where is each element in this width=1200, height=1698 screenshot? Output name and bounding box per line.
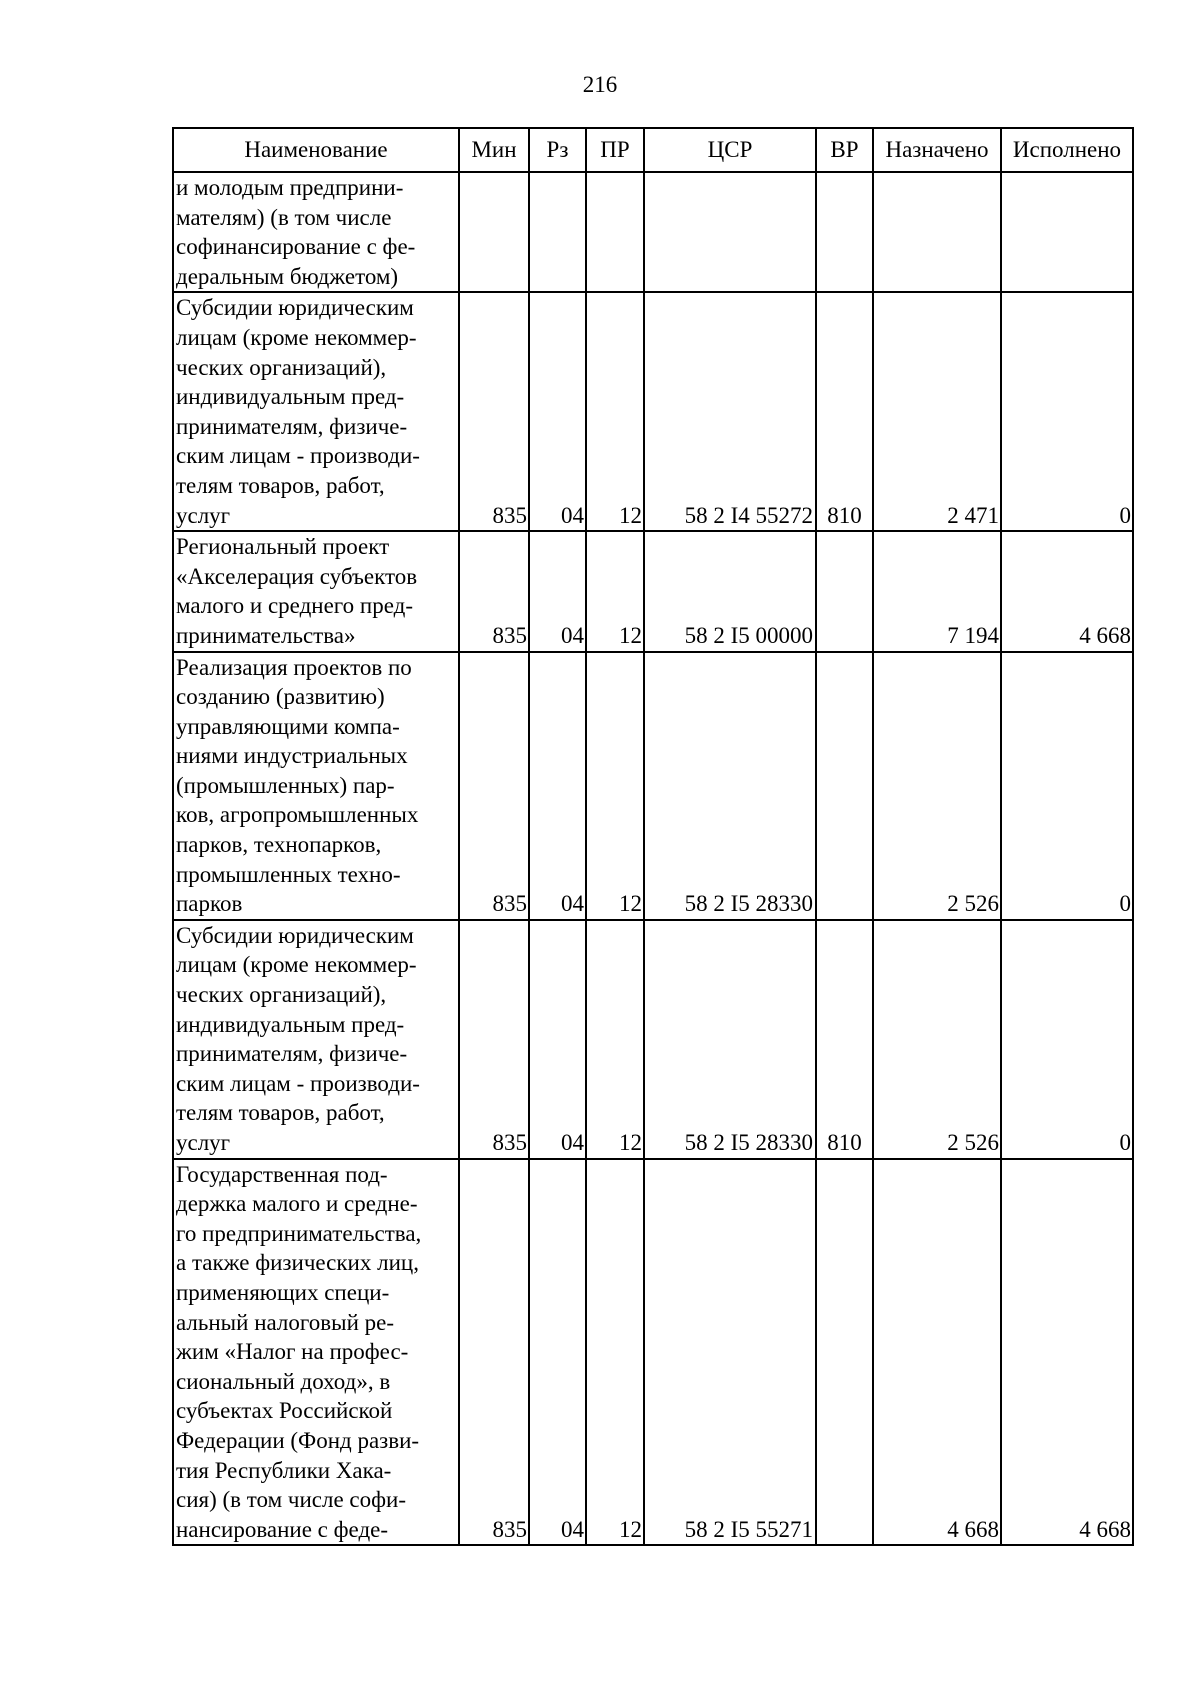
cell-name-line: жим «Налог на профес- bbox=[176, 1339, 409, 1365]
table-row bbox=[173, 652, 1133, 920]
cell-name-line: ским лицам - производи- bbox=[176, 443, 420, 469]
cell-executed: 4 668 bbox=[1001, 531, 1133, 651]
cell-csr: 58 2 I5 00000 bbox=[644, 531, 816, 651]
cell-min: 835 bbox=[459, 531, 529, 651]
cell-vr bbox=[816, 531, 873, 651]
table-row bbox=[173, 531, 1133, 651]
cell-name-line: ским лицам - производи- bbox=[176, 1070, 420, 1096]
table-body bbox=[173, 172, 1133, 1545]
cell-name-line: услуг bbox=[176, 1130, 231, 1155]
cell-name bbox=[173, 1159, 459, 1546]
cell-pr: 12 bbox=[586, 920, 644, 1159]
cell-executed: 0 bbox=[1001, 292, 1133, 531]
header-csr: ЦСР bbox=[644, 128, 816, 172]
budget-table bbox=[172, 127, 1134, 1546]
cell-assigned bbox=[873, 172, 1001, 292]
cell-name-line: тия Республики Хака- bbox=[176, 1457, 392, 1483]
cell-rz: 04 bbox=[529, 920, 586, 1159]
cell-name-line: ниями индустриальных bbox=[176, 743, 408, 769]
header-pr: ПР bbox=[586, 128, 644, 172]
cell-name-line: принимательства» bbox=[176, 622, 356, 648]
cell-name-line: Субсидии юридическим bbox=[176, 295, 414, 321]
cell-csr: 58 2 I5 28330 bbox=[644, 652, 816, 920]
cell-name-line: ческих организаций), bbox=[176, 354, 387, 380]
cell-rz: 04 bbox=[529, 1159, 586, 1546]
cell-pr: 12 bbox=[586, 1159, 644, 1546]
cell-name-line: принимателям, физиче- bbox=[176, 1041, 408, 1067]
cell-min: 835 bbox=[459, 1159, 529, 1546]
page-number: 216 bbox=[582, 72, 618, 97]
cell-csr: 58 2 I5 55271 bbox=[644, 1159, 816, 1546]
cell-executed: 0 bbox=[1001, 920, 1133, 1159]
cell-csr: 58 2 I5 28330 bbox=[644, 920, 816, 1159]
cell-name bbox=[173, 172, 459, 292]
header-vr: ВР bbox=[816, 128, 873, 172]
cell-name-line: индивидуальным пред- bbox=[176, 384, 405, 410]
cell-name-line: телям товаров, работ, bbox=[176, 1100, 385, 1126]
cell-name-line: управляющими компа- bbox=[176, 713, 400, 739]
cell-vr bbox=[816, 652, 873, 920]
cell-rz bbox=[529, 172, 586, 292]
cell-name-line: нансирование с феде- bbox=[176, 1516, 389, 1542]
cell-name-line: и молодым предприни- bbox=[176, 175, 404, 200]
cell-executed: 4 668 bbox=[1001, 1159, 1133, 1546]
header-name: Наименование bbox=[173, 128, 459, 172]
cell-name-line: ческих организаций), bbox=[176, 982, 387, 1008]
cell-min: 835 bbox=[459, 920, 529, 1159]
cell-name-line: субъектах Российской bbox=[176, 1398, 393, 1424]
cell-csr: 58 2 I4 55272 bbox=[644, 292, 816, 531]
cell-pr: 12 bbox=[586, 292, 644, 531]
cell-min: 835 bbox=[459, 292, 529, 531]
cell-rz: 04 bbox=[529, 292, 586, 531]
cell-name bbox=[173, 652, 459, 920]
cell-name-line: деральным бюджетом) bbox=[176, 263, 399, 289]
cell-name-line: сия) (в том числе софи- bbox=[176, 1487, 406, 1513]
cell-name-line: альный налоговый ре- bbox=[176, 1309, 394, 1335]
cell-name bbox=[173, 920, 459, 1159]
header-assigned: Назначено bbox=[873, 128, 1001, 172]
cell-name-line: индивидуальным пред- bbox=[176, 1011, 405, 1037]
cell-name-line: Субсидии юридическим bbox=[176, 922, 414, 948]
cell-name bbox=[173, 292, 459, 531]
cell-assigned: 2 471 bbox=[873, 292, 1001, 531]
header-executed: Исполнено bbox=[1001, 128, 1133, 172]
cell-assigned: 2 526 bbox=[873, 652, 1001, 920]
cell-name-line: Реализация проектов по bbox=[176, 654, 412, 680]
cell-name-line: го предпринимательства, bbox=[176, 1220, 422, 1246]
table-header-row bbox=[173, 128, 1133, 172]
cell-name-line: (промышленных) пар- bbox=[176, 772, 395, 798]
cell-name-line: Региональный проект bbox=[176, 534, 390, 560]
cell-name-line: малого и среднего пред- bbox=[176, 593, 413, 619]
cell-name bbox=[173, 531, 459, 651]
cell-rz: 04 bbox=[529, 652, 586, 920]
cell-name-line: держка малого и средне- bbox=[176, 1191, 418, 1217]
cell-name-line: принимателям, физиче- bbox=[176, 413, 408, 439]
cell-name-line: Государственная под- bbox=[176, 1161, 388, 1187]
table-row bbox=[173, 172, 1133, 292]
cell-pr bbox=[586, 172, 644, 292]
header-rz: Рз bbox=[529, 128, 586, 172]
cell-rz: 04 bbox=[529, 531, 586, 651]
table-row bbox=[173, 1159, 1133, 1546]
table-row bbox=[173, 292, 1133, 531]
cell-min: 835 bbox=[459, 652, 529, 920]
cell-name-line: мателям) (в том числе bbox=[176, 204, 392, 230]
cell-name-line: парков, технопарков, bbox=[176, 832, 382, 858]
cell-name-line: применяющих специ- bbox=[176, 1279, 390, 1305]
cell-min bbox=[459, 172, 529, 292]
cell-name-line: а также физических лиц, bbox=[176, 1250, 419, 1276]
table-row bbox=[173, 920, 1133, 1159]
cell-vr: 810 bbox=[816, 920, 873, 1159]
cell-name-line: «Акселерация субъектов bbox=[176, 563, 418, 589]
cell-assigned: 7 194 bbox=[873, 531, 1001, 651]
cell-name-line: лицам (кроме некоммер- bbox=[176, 324, 417, 350]
cell-name-line: услуг bbox=[176, 502, 231, 528]
cell-assigned: 2 526 bbox=[873, 920, 1001, 1159]
cell-vr bbox=[816, 172, 873, 292]
cell-name-line: сиональный доход», в bbox=[176, 1368, 391, 1394]
header-min: Мин bbox=[459, 128, 529, 172]
cell-name-line: лицам (кроме некоммер- bbox=[176, 952, 417, 978]
cell-pr: 12 bbox=[586, 531, 644, 651]
cell-executed: 0 bbox=[1001, 652, 1133, 920]
cell-name-line: созданию (развитию) bbox=[176, 684, 385, 710]
cell-name-line: ков, агропромышленных bbox=[176, 802, 419, 828]
cell-vr bbox=[816, 1159, 873, 1546]
cell-name-line: софинансирование с фе- bbox=[176, 234, 416, 260]
cell-name-line: парков bbox=[176, 891, 243, 917]
cell-name-line: телям товаров, работ, bbox=[176, 472, 385, 498]
cell-name-line: Федерации (Фонд разви- bbox=[176, 1427, 420, 1453]
cell-csr bbox=[644, 172, 816, 292]
cell-pr: 12 bbox=[586, 652, 644, 920]
cell-vr: 810 bbox=[816, 292, 873, 531]
cell-name-line: промышленных техно- bbox=[176, 861, 401, 887]
cell-assigned: 4 668 bbox=[873, 1159, 1001, 1546]
cell-executed bbox=[1001, 172, 1133, 292]
